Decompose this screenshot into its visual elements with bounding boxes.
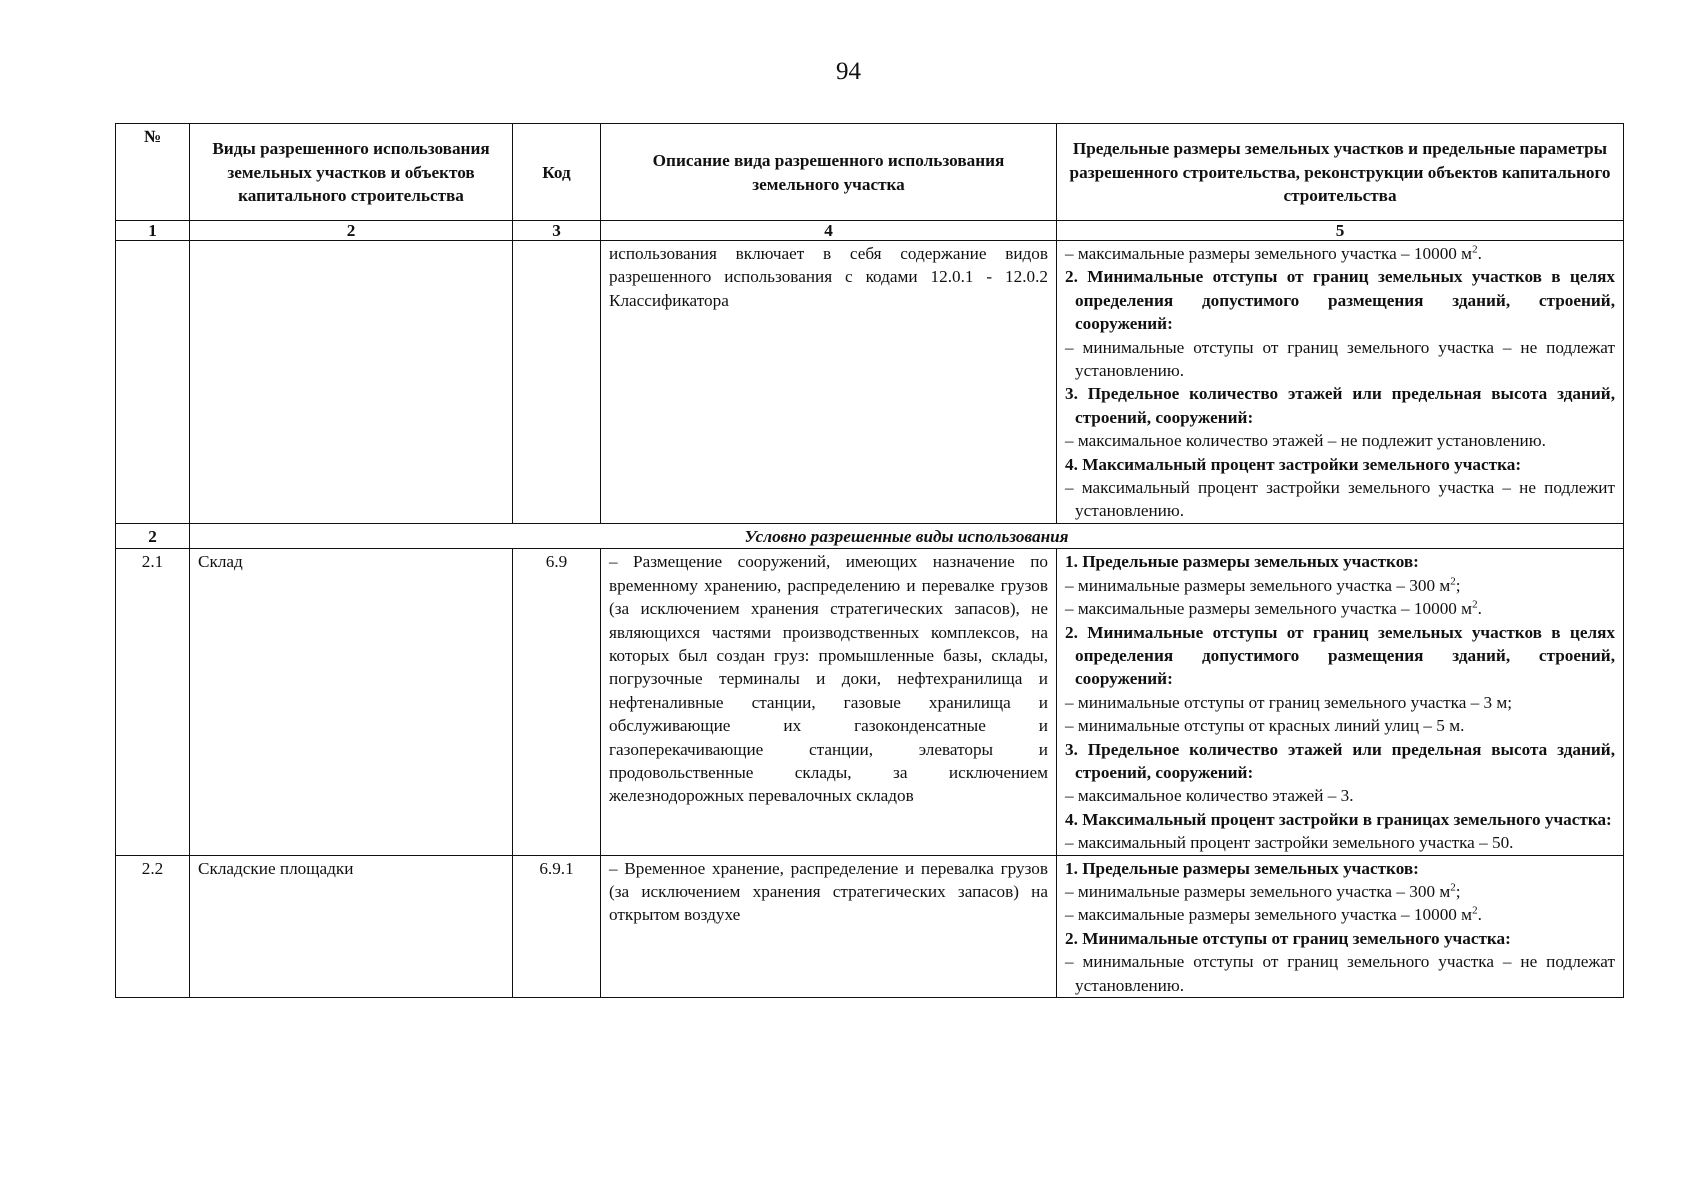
table-row-continued (116, 241, 1624, 524)
parameter-item: – максимальное количество этажей – 3. (1065, 786, 1354, 806)
header-row (116, 124, 1624, 221)
row-description: – Временное хранение, распределение и перевалка грузов (за исключением хранения стратегических запасов) на открытом воздухе (601, 855, 1057, 997)
parameter-heading: 3. Предельное количество этажей или предельная высота зданий, строений, сооружений: (1065, 739, 1615, 782)
parameter-heading: 1. Предельные размеры земельных участков: (1065, 552, 1419, 572)
parameter-item: – минимальные отступы от границ земельного участка – не подлежат установлению. (1065, 337, 1615, 381)
page-number: 94 (836, 58, 861, 85)
table-row-2-1 (116, 549, 1624, 855)
parameter-item: – минимальные размеры земельного участка – 300 $м^2$; (1065, 881, 1461, 901)
column-number: 4 (601, 221, 1057, 241)
parameter-heading: 1. Предельные размеры земельных участков: (1065, 858, 1419, 878)
section-row (116, 523, 1624, 548)
parameter-heading: 3. Предельное количество этажей или предельная высота зданий, строений, сооружений: (1065, 384, 1615, 427)
parameter-item: – максимальные размеры земельного участка – 10000 $м^2$. (1065, 904, 1482, 925)
section-number: 2 (116, 523, 190, 548)
parameter-item: – минимальные отступы от границ земельного участка – 3 м; (1065, 692, 1513, 712)
header-number: № (116, 124, 190, 221)
header-use-types: Виды разрешенного использования земельных участков и объектов капитального строительства (190, 124, 513, 221)
section-title: Условно разрешенные виды использования (190, 523, 1624, 548)
row-parameters (1057, 855, 1624, 997)
row-parameters (1057, 549, 1624, 855)
column-number: 5 (1057, 221, 1624, 241)
parameter-item: – минимальные размеры земельного участка – 300 $м^2$; (1065, 574, 1461, 595)
column-number: 1 (116, 221, 190, 241)
row-code-cell (513, 241, 601, 524)
parameter-heading: 2. Минимальные отступы от границ земельных участков в целях определения допустимого размещения зданий, строений, сооружений: (1065, 267, 1615, 334)
parameter-item: – максимальный процент застройки земельного участка – не подлежит установлению. (1065, 478, 1615, 521)
row-number: 2.2 (116, 855, 190, 997)
row-description: – Размещение сооружений, имеющих назначение по временному хранению, распределению и перевалке грузов (за исключением хранения стратегических запасов), не являющихся частями производственных комплексов, на которых был создан груз: промышленные базы, склады, погрузочные терминалы и доки, нефтехранилища и нефтеналивные станции, газовые хранилища и обслуживающие их газоконденсатные и газоперекачивающие станции, элеваторы и продовольственные склады, за исключением железнодорожных перевалочных складов (601, 549, 1057, 855)
column-number: 3 (513, 221, 601, 241)
row-code: 6.9 (513, 549, 601, 855)
header-parameters: Предельные размеры земельных участков и предельные параметры разрешенного строительства, реконструкции объектов капитального строительства (1057, 124, 1624, 221)
parameter-item: – максимальные размеры земельного участка – 10000 $м^2$. (1065, 598, 1482, 619)
parameter-item: – максимальный процент застройки земельного участка – 50. (1065, 833, 1514, 853)
table-row-2-2 (116, 855, 1624, 997)
parameter-item: – минимальные отступы от красных линий улиц – 5 м. (1065, 716, 1465, 736)
row-description: использования включает в себя содержание видов разрешенного использования с кодами 12.0.1 - 12.0.2 Классификатора (601, 241, 1057, 524)
parameter-item: – максимальные размеры земельного участка – 10000 $м^2$. (1065, 243, 1482, 263)
parameter-item: – максимальное количество этажей – не подлежит установлению. (1065, 431, 1546, 451)
column-numbers-row (116, 221, 1624, 241)
land-use-table (115, 123, 1624, 998)
row-code: 6.9.1 (513, 855, 601, 997)
row-name: Склад (190, 549, 513, 855)
row-number: 2.1 (116, 549, 190, 855)
row-number-cell (116, 241, 190, 524)
column-number: 2 (190, 221, 513, 241)
parameter-item: – минимальные отступы от границ земельного участка – не подлежат установлению. (1065, 952, 1615, 995)
parameter-heading: 2. Минимальные отступы от границ земельных участков в целях определения допустимого размещения зданий, строений, сооружений: (1065, 622, 1615, 689)
parameter-heading: 2. Минимальные отступы от границ земельного участка: (1065, 928, 1511, 948)
header-description: Описание вида разрешенного использования земельного участка (601, 124, 1057, 221)
row-parameters (1057, 241, 1624, 524)
row-name-cell (190, 241, 513, 524)
parameter-heading: 4. Максимальный процент застройки в границах земельного участка: (1065, 809, 1612, 829)
header-code: Код (513, 124, 601, 221)
row-name: Складские площадки (190, 855, 513, 997)
parameter-heading: 4. Максимальный процент застройки земельного участка: (1065, 454, 1522, 474)
